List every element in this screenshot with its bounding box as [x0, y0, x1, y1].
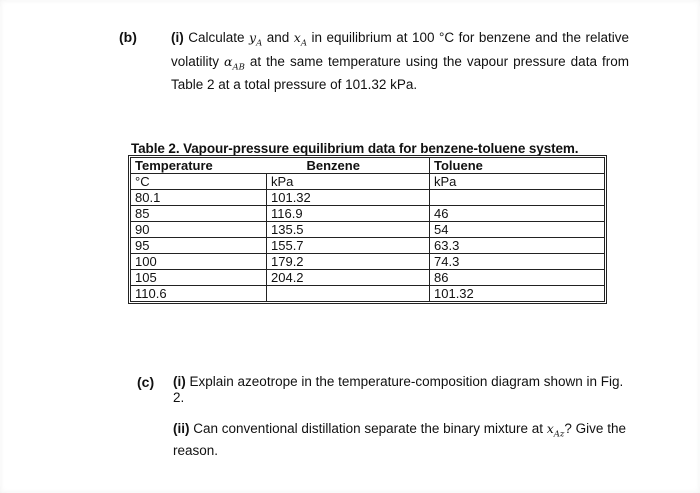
- question-b-label: (b): [119, 29, 137, 45]
- header-benzene: Benzene: [267, 158, 430, 174]
- cell-temperature: 100: [131, 254, 267, 270]
- cell-benzene: 116.9: [267, 206, 430, 222]
- table-row: [131, 190, 605, 206]
- vapour-pressure-table: [130, 157, 605, 302]
- cell-benzene: 179.2: [267, 254, 430, 270]
- cell-toluene: 54: [430, 222, 605, 238]
- unit-benzene: kPa: [267, 174, 430, 190]
- question-b-text-1: Calculate: [188, 30, 245, 45]
- question-b-sub-label: (i): [171, 30, 184, 45]
- table-row: [131, 254, 605, 270]
- cell-toluene: 63.3: [430, 238, 605, 254]
- question-b-text-2: and: [266, 30, 290, 45]
- question-b-text-4: at the same temperature using the vapour pressure data from Table 2 at a total pressure of 101.32 kPa.: [171, 53, 629, 92]
- table-caption: Table 2. Vapour-pressure equilibrium data for benzene-toluene system.: [131, 141, 579, 156]
- question-c-i: [173, 374, 631, 406]
- header-temperature: Temperature: [131, 158, 267, 174]
- cell-toluene: 46: [430, 206, 605, 222]
- cell-temperature: 110.6: [131, 286, 267, 302]
- cell-benzene: [267, 286, 430, 302]
- cell-toluene: 101.32: [430, 286, 605, 302]
- cell-temperature: 105: [131, 270, 267, 286]
- cell-benzene: 155.7: [267, 238, 430, 254]
- question-c-i-text: Explain azeotrope in the temperature-composition diagram shown in Fig. 2.: [173, 374, 624, 405]
- table-row: [131, 222, 605, 238]
- question-c-ii-text-2: ? Give the reason.: [173, 421, 626, 458]
- unit-temperature: °C: [131, 174, 267, 190]
- table-row: [131, 286, 605, 302]
- var-y-a: $y_A$: [249, 30, 263, 49]
- cell-toluene: 86: [430, 270, 605, 286]
- table-header-row: [131, 158, 605, 174]
- table-row: [131, 238, 605, 254]
- question-b-text: [171, 29, 629, 93]
- var-x-az: $x_{Az}$: [546, 421, 565, 440]
- question-c-ii-label: (ii): [173, 421, 190, 436]
- table-units-row: [131, 174, 605, 190]
- cell-benzene: 204.2: [267, 270, 430, 286]
- unit-toluene: kPa: [430, 174, 605, 190]
- cell-temperature: 95: [131, 238, 267, 254]
- cell-temperature: 85: [131, 206, 267, 222]
- cell-toluene: [430, 190, 605, 206]
- table-row: [131, 270, 605, 286]
- question-c-ii: [173, 421, 631, 459]
- question-c-i-label: (i): [173, 374, 186, 389]
- question-b-text-3: in equilibrium at 100 °C for benzene and the relative volatility: [171, 30, 629, 69]
- cell-benzene: 101.32: [267, 190, 430, 206]
- question-c-label: (c): [137, 374, 155, 390]
- header-toluene: Toluene: [430, 158, 605, 174]
- cell-benzene: 135.5: [267, 222, 430, 238]
- cell-toluene: 74.3: [430, 254, 605, 270]
- cell-temperature: 80.1: [131, 190, 267, 206]
- question-c-ii-text-1: Can conventional distillation separate the binary mixture at: [193, 421, 543, 436]
- var-x-a: $x_A$: [293, 30, 307, 49]
- table-row: [131, 206, 605, 222]
- cell-temperature: 90: [131, 222, 267, 238]
- var-alpha-ab: $\alpha_{AB}$: [224, 53, 245, 72]
